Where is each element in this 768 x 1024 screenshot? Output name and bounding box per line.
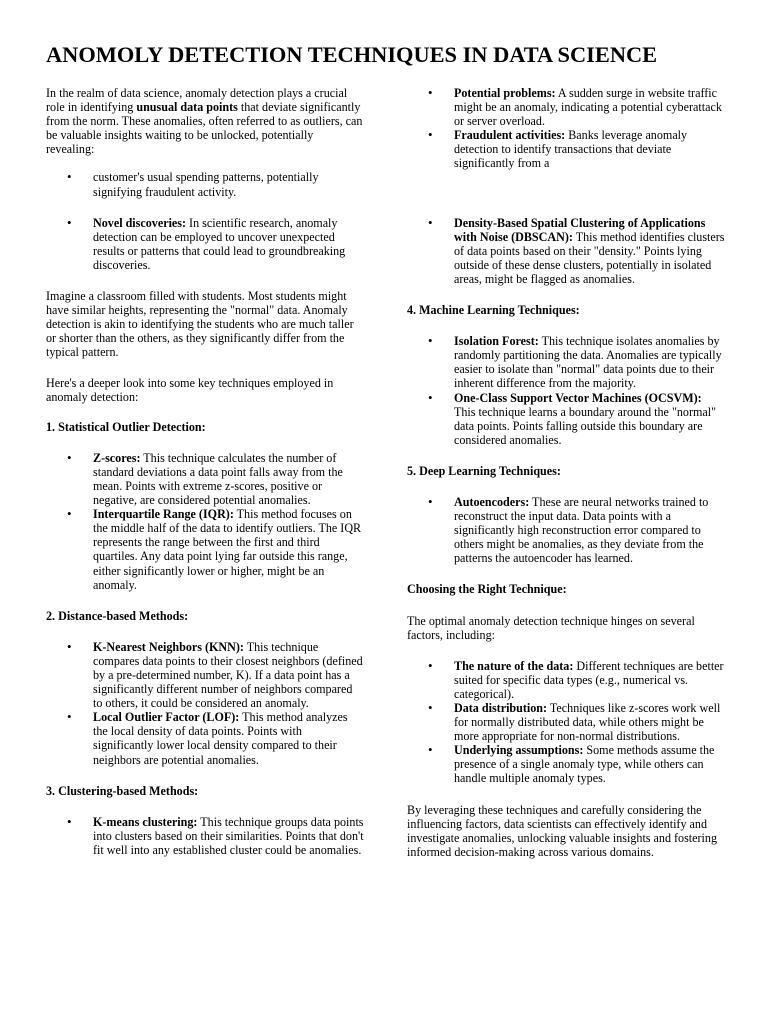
item-label: Underlying assumptions: — [454, 743, 584, 758]
item-text: Some methods assume the presence of a single anomaly type, while others can handle multiple anomaly types. — [454, 743, 715, 786]
deeper-paragraph: Here's a deeper look into some key techniques employed in anomaly detection: — [46, 375, 334, 404]
item-label: Local Outlier Factor (LOF): — [93, 710, 240, 725]
conclusion-paragraph: By leveraging these techniques and carefully considering the influencing factors, data scientists can effectively identify and investigate anomalies, unlocking valuable insights and fostering informed decision-making across various domains. — [407, 802, 718, 859]
choosing-list — [407, 659, 725, 786]
item-label: Z-scores: — [93, 450, 141, 465]
item-label: Density-Based Spatial Clustering of Applications with Noise (DBSCAN): — [454, 215, 706, 244]
list-item — [46, 710, 364, 766]
section-heading-statistical: 1. Statistical Outlier Detection: — [46, 419, 206, 434]
deep-learning-list — [407, 495, 725, 565]
classroom-paragraph: Imagine a classroom filled with students. Most students might have similar heights, representing the "normal" data. Anomaly detection is akin to identifying the students who are much taller or shorter than the others, as they significantly differ from the typical pattern. — [46, 289, 354, 360]
item-label: K-Nearest Neighbors (KNN): — [93, 639, 244, 654]
list-item — [407, 701, 725, 743]
machine-learning-list — [407, 334, 725, 447]
item-label: Autoencoders: — [454, 494, 530, 509]
item-text: This technique compares data points to their closest neighbors (defined by a pre-determined number, K). If a data point has a significantly different number of neighbors compared to others, it could be considered an anomaly. — [93, 639, 363, 711]
reveal-item-text: customer's usual spending patterns, potentially signifying fraudulent activity. — [93, 170, 319, 199]
item-text: A sudden surge in website traffic might be an anomaly, indicating a potential cyberattack or server overload. — [454, 86, 722, 129]
revealing-list — [407, 86, 725, 171]
item-text: Techniques like z-scores work well for normally distributed data, while others might be more appropriate for non-normal distributions. — [454, 701, 721, 744]
item-text: Banks leverage anomaly detection to identify transactions that deviate significantly from a — [454, 128, 688, 171]
statistical-list — [46, 451, 364, 592]
list-item — [46, 815, 364, 857]
section-heading-distance: 2. Distance-based Methods: — [46, 608, 189, 623]
section-heading-clustering: 3. Clustering-based Methods: — [46, 783, 199, 798]
document-title: ANOMOLY DETECTION TECHNIQUES IN DATA SCIENCE — [46, 42, 658, 67]
item-label: One-Class Support Vector Machines (OCSVM): — [454, 390, 702, 405]
clustering-list — [46, 815, 364, 857]
section-heading-machine-learning: 4. Machine Learning Techniques: — [407, 303, 580, 318]
item-label: Novel discoveries: — [93, 215, 187, 230]
list-item — [46, 451, 364, 507]
novel-list — [46, 216, 364, 272]
item-text: Different techniques are better suited for specific data types (e.g., numerical vs. categorical). — [454, 658, 724, 701]
section-heading-choosing: Choosing the Right Technique: — [407, 582, 567, 597]
list-item — [46, 170, 364, 198]
intro-text-pre: In the realm of data science, anomaly detection plays a crucial role in identifying — [46, 86, 348, 115]
item-text: This method analyzes the local density of data points. Points with significantly lower local density compared to their neighbors are potential anomalies. — [93, 710, 348, 767]
list-item — [407, 391, 725, 447]
item-text: This technique groups data points into clusters based on their similarities. Points that don't fit well into any established cluster could be anomalies. — [93, 814, 364, 857]
choosing-intro: The optimal anomaly detection technique hinges on several factors, including: — [407, 613, 695, 642]
item-text: This method focuses on the middle half of the data to identify outliers. The IQR represents the range between the first and third quartiles. Any data point lying far outside this range, either significantly lower or higher, might be an anomaly. — [93, 507, 362, 592]
list-item — [407, 495, 725, 565]
list-item — [46, 216, 364, 272]
intro-paragraph — [46, 86, 364, 156]
item-text: This technique learns a boundary around the "normal" data points. Points falling outside this boundary are considered anomalies. — [454, 404, 717, 447]
item-text: This technique calculates the number of standard deviations a data point falls away from the mean. Points with extreme z-scores, positive or negative, are considered potential anomalies. — [93, 450, 343, 508]
item-label: The nature of the data: — [454, 658, 574, 673]
item-label: Data distribution: — [454, 701, 548, 715]
list-item — [407, 334, 725, 390]
list-item — [407, 216, 725, 286]
item-label: Interquartile Range (IQR): — [93, 507, 234, 522]
right-column — [407, 86, 725, 859]
list-item — [407, 128, 725, 170]
distance-list — [46, 640, 364, 767]
list-item — [46, 507, 364, 592]
item-label: Potential problems: — [454, 86, 556, 100]
reveal-list — [46, 170, 364, 198]
item-text: In scientific research, anomaly detection can be employed to uncover unexpected results or patterns that could lead to groundbreaking discoveries. — [93, 215, 346, 272]
intro-text-post: that deviate significantly from the norm. These anomalies, often referred to as outliers, can be valuable insights waiting to be unlocked, potentially revealing: — [46, 100, 363, 157]
item-text: These are neural networks trained to reconstruct the input data. Data points with a significantly high reconstruction error compared to others might be anomalies, as they deviate from the patterns the autoencoder has learned. — [454, 494, 709, 566]
list-item — [407, 743, 725, 785]
dbscan-list — [407, 216, 725, 286]
left-column — [46, 86, 364, 857]
item-text: This technique isolates anomalies by randomly partitioning the data. Anomalies are typically easier to isolate than "normal" data points due to their inherent difference from the majority. — [454, 334, 722, 391]
list-item — [46, 640, 364, 710]
list-item — [407, 86, 725, 128]
item-text: This method identifies clusters of data points based on their "density." Points lying outside of these dense clusters, potentially in isolated areas, might be flagged as anomalies. — [454, 229, 725, 286]
item-label: Isolation Forest: — [454, 334, 539, 349]
item-label: Fraudulent activities: — [454, 128, 566, 143]
list-item — [407, 659, 725, 701]
item-label: K-means clustering: — [93, 814, 198, 829]
section-heading-deep-learning: 5. Deep Learning Techniques: — [407, 463, 561, 478]
intro-bold-phrase: unusual data points — [136, 100, 238, 115]
